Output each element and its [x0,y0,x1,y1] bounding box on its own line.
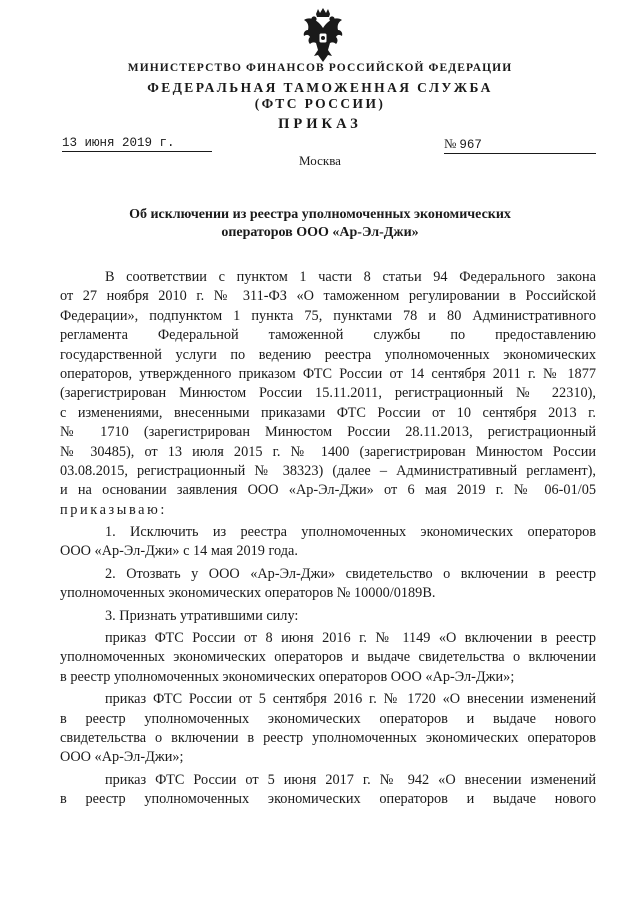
order-subject [0,206,640,242]
item-2-line: уполномоченных экономических операторов № 10000/0189В. [60,585,436,602]
sub-item-3-line: приказ ФТС России от 5 июня 2017 г. № 942 «О внесении изменений [105,771,596,788]
number-value: 967 [459,138,482,152]
order-number [444,136,596,154]
body-line: государственной услуги по ведению реестра уполномоченных экономических [60,346,596,363]
item-3-line: 3. Признать утратившими силу: [105,607,299,624]
item-1-line: 1. Исключить из реестра уполномоченных экономических операторов [105,524,596,541]
body-line: Федерации», подпунктом 1 пункта 75, пунктами 78 и 80 Административного [60,307,596,324]
body-line: 03.08.2015, регистрационный № 38323) (далее – Административный регламент), [60,462,596,479]
sub-item-2-line: свидетельства о включении в реестр уполномоченных экономических операторов [60,729,596,746]
sub-item-2-line: приказ ФТС России от 5 сентября 2016 г. № 1720 «О внесении изменений [105,691,596,708]
body-line: от 27 ноября 2010 г. № 311-ФЗ «О таможенном регулировании в Российской [60,288,596,305]
number-label: № [444,136,457,151]
ministry-name: МИНИСТЕРСТВО ФИНАНСОВ РОССИЙСКОЙ ФЕДЕРАЦИИ [127,62,513,74]
body-line: операторов, утвержденного приказом ФТС России от 14 сентября 2011 г. № 1877 [60,365,596,382]
double-headed-eagle-emblem-icon [300,6,346,64]
item-1-line: ООО «Ар-Эл-Джи» с 14 мая 2019 года. [60,543,298,560]
item-2-line: 2. Отозвать у ООО «Ар-Эл-Джи» свидетельство о включении в реестр [105,565,596,582]
agency-short-name: (ФТС РОССИИ) [254,96,386,111]
sub-item-2-line: в реестр уполномоченных экономических операторов и выдаче нового [60,710,596,727]
agency-name: ФЕДЕРАЛЬНАЯ ТАМОЖЕННАЯ СЛУЖБА [147,80,493,95]
subject-line: Об исключении из реестра уполномоченных экономических [129,207,511,222]
body-line: регламента Федеральной таможенной службы по предоставлению [60,327,596,344]
sub-item-1-line: в реестр уполномоченных экономических операторов ООО «Ар-Эл-Джи»; [60,668,515,685]
body-line: (зарегистрирован Минюстом России 15.11.2011, регистрационный № 22310), [60,385,596,402]
sub-item-1-line: приказ ФТС России от 8 июня 2016 г. № 1149 «О включении в реестр [105,630,596,647]
body-line: и на основании заявления ООО «Ар-Эл-Джи» от 6 мая 2019 г. № 06-01/05 [60,482,596,499]
order-word: приказываю: [60,501,167,518]
body-line: № 30485), от 13 июля 2015 г. № 1400 (зарегистрирован Минюстом России [60,443,596,460]
body-line: с изменениями, внесенными приказами ФТС России от 10 сентября 2013 г. [60,404,596,421]
document-type: ПРИКАЗ [278,116,362,132]
sub-item-2-line: ООО «Ар-Эл-Джи»; [60,749,184,766]
body-line: В соответствии с пунктом 1 части 8 статьи 94 Федерального закона [105,269,596,285]
sub-item-3-line: в реестр уполномоченных экономических операторов и выдаче нового [60,791,596,808]
city: Москва [299,153,341,168]
body-line: № 1710 (зарегистрирован Минюстом России 28.11.2013, регистрационный [60,424,596,441]
order-body [60,268,596,810]
order-date: 13 июня 2019 г. [62,136,212,152]
subject-line: операторов ООО «Ар-Эл-Джи» [221,225,419,240]
sub-item-1-line: уполномоченных экономических операторов и выдаче свидетельства о включении [60,649,596,666]
